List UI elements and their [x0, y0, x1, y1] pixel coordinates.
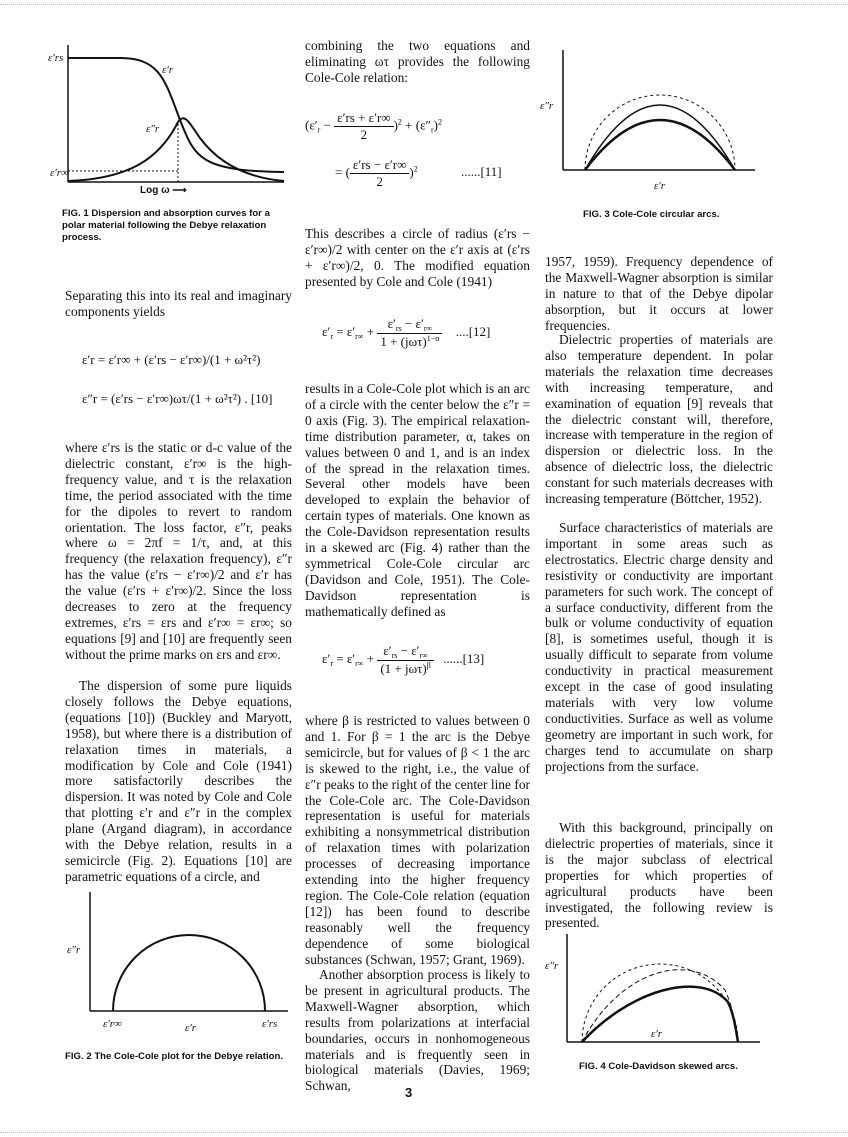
col1-para2: where ε′rs is the static or d-c value of the dielectric constant, ε′r∞ is the high-frequency value, and τ is the relaxation time, the period associated with the time for the dipoles to revert to random orientation. The loss factor, ε″r, peaks where ω = 2πf = 1/τ, and, at this frequency (the relaxation frequency), ε″r has the value (ε′rs − ε′r∞)/2 and ε′r has the value (ε′rs + ε′r∞)/2. Since the loss decreases to zero at the frequency extremes, ε′rs = εrs and ε′r∞ = εr∞; so equations [9] and [10] are frequently seen without the prime marks on εrs and εr∞. — [65, 440, 292, 662]
col3-para1: 1957, 1959). Frequency dependence of the Maxwell-Wagner absorption is similar in nature to that of the Debye dipolar absorption, but it occurs at lower frequencies. — [545, 254, 773, 333]
fig4-label-er: ε′r — [651, 1028, 663, 1040]
col2-para1: combining the two equations and eliminating ωτ provides the following Cole-Cole relation: — [305, 38, 530, 85]
col1-para3: The dispersion of some pure liquids closely follows the Debye equations, (equations [10]) (Buckley and Maryott, 1958), but where there is a distribution of relaxation times in materials, a modification by Cole and Cole (1941) more satisfactorily describes the dispersion. It was noted by Cole and Cole that plotting ε′r and ε″r in the complex plane (Argand diagram), in accordance with the Debye relation, results in a semicircle (Fig. 2). Equations [10] are parametric equations of a circle, and — [65, 678, 292, 884]
fig1-label-ers: ε′rs — [48, 52, 64, 64]
col2-para4: where β is restricted to values between 0 and 1. For β = 1 the arc is the Debye semicircle, but for values of β < 1 the arc is skewed to the right, i.e., the value of ε″r peaks to the right of the center line for the Cole-Cole arc. The Cole-Davidson representation is useful for materials exhibiting a nonsymmetrical distribution of relaxation times with polarization processes of decreasing importance extending into the higher frequency region. The Cole-Cole relation (equation [12]) has been found to describe reasonably well the frequency dependence of some biological substances (Schwan, 1957; Grant, 1969). — [305, 713, 530, 967]
fig1-label-er: ε′r — [162, 64, 174, 76]
fig2-label-err: ε″r — [67, 944, 81, 956]
fig2-label-er: ε′r — [185, 1022, 197, 1034]
fig3-label-er: ε′r — [654, 180, 666, 192]
eq11-tag: ......[11] — [460, 164, 502, 180]
fig4-caption: FIG. 4 Cole-Davidson skewed arcs. — [579, 1061, 738, 1072]
eq10a: ε′r = ε′r∞ + (ε′rs − ε′r∞)/(1 + ω²τ²) — [82, 352, 261, 367]
fig1-x-axis-label: Log ω ⟶ — [140, 185, 187, 196]
col1-para1: Separating this into its real and imaginary components yields — [65, 288, 292, 319]
col2-para2: This describes a circle of radius (ε′rs − ε′r∞)/2 with center on the ε′r axis at (ε′rs + ε′r∞)/2, 0. The modified equation presented by Cole and Cole (1941) — [305, 226, 530, 289]
eq12-tag: ....[12] — [455, 323, 491, 339]
eq10b: ε″r = (ε′rs − ε′r∞)ωτ/(1 + ω²τ²) . [10] — [82, 391, 273, 406]
fig4-label-err: ε″r — [545, 960, 559, 972]
col3-para3: Surface characteristics of materials are important in some areas such as electrostatics. Electric charge density and resistivity or conductivity are important parameters for such work. The concept of a surface conductivity, different from the bulk or volume conductivity of equation [8], is sometimes useful, though it is usually difficult to separate from volume conductivity in practical measurement except in the case of good insulating materials with very low volume conductivities. Surface as well as volume geometry are important in such work, for charges tend to accumulate on sharp projections from the surface. — [545, 520, 773, 774]
eq12: $\varepsilon'_r = \varepsilon'_{r\infty}$ + $\frac{\varepsilon'_{rs} - \varepsilon'_{r\infty}}{1 + (j\omega\tau)^{1-\alpha}}$ ....[12] — [322, 316, 491, 349]
eq11-num2: ε′rs − ε′r∞ — [350, 157, 409, 174]
fig2-caption: FIG. 2 The Cole-Cole plot for the Debye relation. — [65, 1051, 284, 1062]
page-number: 3 — [405, 1085, 413, 1100]
eq13: $\varepsilon'_r = \varepsilon'_{r\infty}$ + $\frac{\varepsilon'_{rs} - \varepsilon'_{r\infty}}{(1 + j\omega\tau)^\beta}$ ......[13] — [322, 643, 485, 676]
fig1-caption: FIG. 1 Dispersion and absorption curves for a polar material following the Debye relaxation process. — [62, 208, 270, 243]
fig2-label-erinf: ε′r∞ — [103, 1018, 122, 1030]
fig3-cole-cole-arcs — [555, 42, 765, 187]
col3-para2: Dielectric properties of materials are also temperature dependent. In polar materials the relaxation time decreases with increasing temperature, and examination of equation [9] reveals that the dielectric constant will, therefore, increase with temperature in the region of dispersion or dielectric loss. In the absence of dielectric loss, the dielectric constant for such materials decreases with increasing temperature (Böttcher, 1952). — [545, 332, 773, 507]
eq11-line2: = ( $\frac{\varepsilon'rs - \varepsilon'r\infty}{2}$ )$^2$ ......[11] — [335, 157, 502, 189]
top-dotted-rule — [0, 0, 848, 5]
col2-para3: results in a Cole-Cole plot which is an arc of a circle with the center below the ε″r = 0 axis (Fig. 3). The empirical relaxation-time distribution parameter, α, takes on values between 0 and 1, and is an index of the spread in the relaxation times. Several other models have been developed to explain the behavior of certain types of materials. One known as the Cole-Davidson representation results in a skewed arc (Fig. 4) rather than the symmetrical Cole-Cole circular arc (Davidson and Cole, 1951). The Cole-Davidson representation is mathematically defined as — [305, 381, 530, 619]
fig4-cole-davidson-arcs — [560, 930, 770, 1050]
bottom-dotted-rule — [0, 1132, 848, 1133]
fig2-cole-cole-plot — [60, 888, 300, 1028]
fig1-label-err: ε″r — [146, 123, 160, 135]
fig3-caption: FIG. 3 Cole-Cole circular arcs. — [583, 209, 720, 220]
eq11-num: ε′rs + ε′r∞ — [334, 110, 393, 127]
eq13-tag: ......[13] — [443, 650, 485, 666]
fig3-label-err: ε″r — [540, 100, 554, 112]
col2-para5: Another absorption process is likely to be present in agricultural products. The Maxwell-Wagner absorption, which results from polarizations at interfacial boundaries, occurs in nonhomogeneous materials and is frequently seen in biological materials (Davies, 1969; Schwan, — [305, 967, 530, 1094]
col3-para4: With this background, principally on dielectric properties of materials, since it is the major subclass of electrical properties for which properties of agricultural products have been investigated, the following review is presented. — [545, 820, 773, 931]
fig2-label-ers: ε′rs — [262, 1018, 278, 1030]
fig1-label-erinf: ε′r∞ — [50, 167, 69, 179]
eq11-line1: ($\varepsilon'_r$ − $\frac{\varepsilon'rs + \varepsilon'r\infty}{2}$ )$^2 + (\varepsilon''_r)^2$ — [305, 110, 442, 142]
